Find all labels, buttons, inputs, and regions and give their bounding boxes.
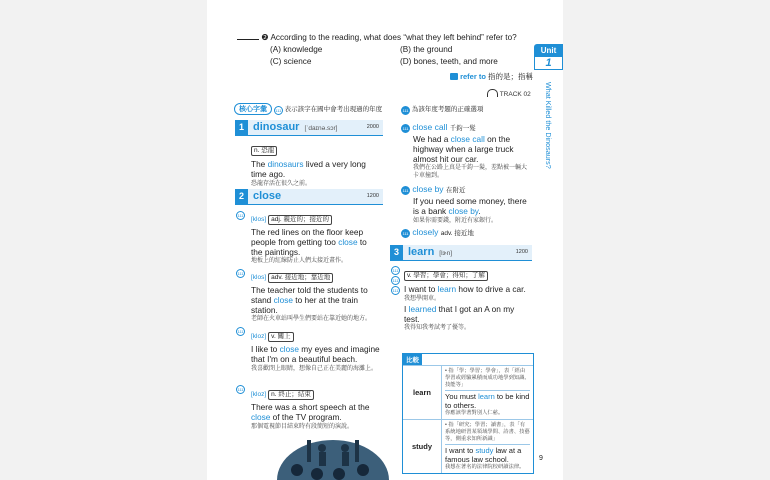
legend [234,103,382,115]
phrase-marker-icon: 111 [402,188,409,193]
translation: 我想學開車。 [404,295,441,302]
unit-number: 1 [534,57,563,70]
example-highlight: study [475,446,494,455]
option-a[interactable]: (A) knowledge [270,45,323,54]
refer-to-phrase: refer to [460,72,486,81]
book-icon [450,73,458,80]
close-sense-1 [251,208,386,265]
question-block [237,32,537,43]
example-highlight: close [251,411,271,422]
track-label: TRACK 02 [499,91,531,98]
example-text: stand [251,294,274,305]
example-text: I want to [404,284,438,294]
entry-word: dinosaur [253,121,300,133]
example-highlight: close by [448,205,479,216]
headphones-icon [487,89,498,97]
example-text: The [251,159,268,169]
entry-dinosaur-header [235,120,383,136]
legend-answer [401,104,483,115]
year-marker-icon: 111 [392,278,399,283]
example-text: lived a very long time ago. [251,159,366,179]
example-text: I want to [445,446,476,455]
entry-frequency: 1200 [366,193,379,199]
entry-learn-body [404,264,532,332]
year-marker-icon: 111 [392,268,399,273]
example-text: The teacher told the students to [251,285,368,295]
phrase-marker-icon: 111 [402,126,409,131]
sense-phonetic: [klos] [251,216,267,223]
unit-label: Unit [534,44,563,57]
example-text: We had a [413,134,451,144]
phrase-text: closely [412,227,439,237]
close-sense-2 [251,266,386,323]
sense-phonetic: [klos] [251,274,267,281]
entry-frequency: 2000 [366,124,379,130]
example-highlight: learned [408,303,437,314]
translation: 我想在著名的法律院校研讀法律。 [445,464,525,470]
refer-to-note [450,71,533,82]
year-note: 為該年度考題的正確選項 [411,106,484,113]
example-highlight: learn [437,284,457,294]
compare-definition: • 指「學；學習；學會」，表「經由學習或經驗累積而成功地學到知識、技能等」 [445,368,530,388]
translation: 你應該學著對別人仁慈。 [445,410,504,416]
sense-phonetic: [kloz] [251,391,267,398]
translation: 我得知我考試考了優等。 [404,325,471,332]
question-number: ❷ [261,33,269,42]
entry-dinosaur-body [251,139,381,188]
example-text: station. [251,304,278,315]
question-text: According to the reading, what does “what they left behind” refer to? [270,33,517,42]
example-text: my eyes and imagine [298,344,380,354]
translation: 地板上的紅線防止人們太接近畫作。 [251,258,348,265]
compare-row [403,420,533,474]
phrase-meaning: adv. 接近地 [440,230,474,237]
example-text: law at a famous law school. [445,446,522,464]
sense-phonetic: [kloz] [251,333,267,340]
entry-word: learn [408,246,435,258]
core-note: 表示該字在國中會考出現過的年度 [284,106,383,113]
year-marker-icon: 111 [237,329,244,334]
entry-phonetic: [lɝn] [439,250,453,257]
phrase-meaning: 在附近 [445,187,466,194]
example-text: on the highway when a large truck almost hit our car. [413,134,514,164]
phrase-closely [401,227,531,238]
entry-learn-header [390,245,532,261]
year-marker-icon: 111 [237,271,244,276]
example-text: the paintings. [251,246,301,257]
phrase-text: close call [412,122,448,132]
example-text: people from getting too [251,236,339,247]
part-of-speech: adv. 接近地；靠近地 [268,273,333,283]
translation: 我喜歡閉上眼睛，想像自己正在美麗的海灘上。 [251,365,378,372]
entry-number: 3 [390,245,403,260]
year-marker-icon: 111 [237,387,244,392]
compare-word: learn [403,366,442,420]
option-d[interactable]: (D) bones, teeth, and more [400,57,498,66]
example-text: You must [445,392,479,401]
option-b[interactable]: (B) the ground [400,45,453,54]
example-text: I like to [251,344,280,354]
close-sense-3 [251,325,386,373]
compare-table [403,365,533,473]
example-text: The red lines on the floor keep [251,227,364,237]
compare-title: 比較 [403,354,422,365]
textbook-page [207,0,563,480]
translation: 如果你需要錢，附近有家銀行。 [413,217,498,224]
part-of-speech: n. 終止；結束 [268,390,314,400]
example-text: to be kind to others. [445,392,530,410]
close-sense-4 [251,383,386,431]
example-text: that I got an A on my test. [404,303,515,324]
compare-definition: • 指「研究；學習；讀書」，表「有系統地研習某領域學問、詩書、技藝等，側重求知所新識」 [445,422,530,442]
translation: 那個電視節目結束時有段簡短的演說。 [251,423,354,430]
part-of-speech: v. 關上 [268,332,293,342]
compare-row [403,366,533,420]
entry-frequency: 1200 [515,249,528,255]
year-marker-icon: 111 [392,288,399,293]
audio-track[interactable] [487,89,531,98]
year-marker-icon: 111 [237,213,244,218]
translation: 我們在公路上真是千鈞一髮，差點被一輛大卡車撞到。 [413,165,528,180]
phrase-close-by [401,184,531,225]
part-of-speech: adj. 親近的；接近的 [268,215,332,225]
compare-word: study [403,420,442,474]
entry-close-header [235,189,383,205]
unit-title: What Killed the Dinosaurs? [544,82,553,169]
audience-illustration [277,430,389,480]
answer-blank[interactable] [237,39,259,40]
example-text: There was a short speech at the [251,402,370,412]
example-highlight: dinosaurs [267,159,304,169]
example-highlight: learn [478,392,495,401]
page-number: 9 [539,455,543,462]
phrase-meaning: 千鈞一髮 [449,125,476,132]
answer-marker-icon: 111 [402,108,409,113]
entry-word: close [253,190,282,202]
example-text: of the TV program. [270,411,342,422]
compare-box [402,353,534,474]
example-text: that I'm on a beautiful beach. [251,353,358,364]
example-highlight: close [279,344,299,354]
example-highlight: close [338,236,358,247]
example-text: to her at the train [292,294,359,305]
example-text: to [357,236,367,247]
entry-number: 2 [235,189,248,204]
part-of-speech: v. 學習；學會；得知；了解 [404,271,488,281]
translation: 老師在火車站叫學生們要站在靠近她的地方。 [251,316,372,323]
entry-phonetic: [ˈdaɪnə.sɔr] [304,125,338,132]
option-c[interactable]: (C) science [270,57,312,66]
unit-tab[interactable] [534,44,563,178]
core-vocab-badge: 核心字彙 [234,103,272,115]
phrase-text: close by [412,184,444,194]
example-text: how to drive a car. [456,284,526,294]
refer-to-meaning: 指的是；指稱 [488,72,534,81]
entry-number: 1 [235,120,248,135]
phrase-marker-icon: 111 [402,231,409,236]
example-text: If you need some money, there is a bank [413,196,527,216]
example-text: I [404,303,409,314]
example-text: . [478,205,481,216]
example-highlight: close call [450,134,485,144]
example-highlight: close [273,294,293,305]
translation: 恐龍存活在很久之前。 [251,180,312,187]
phrase-close-call [401,122,531,180]
part-of-speech: n. 恐龍 [251,146,277,156]
year-marker-icon: 111 [275,108,282,113]
